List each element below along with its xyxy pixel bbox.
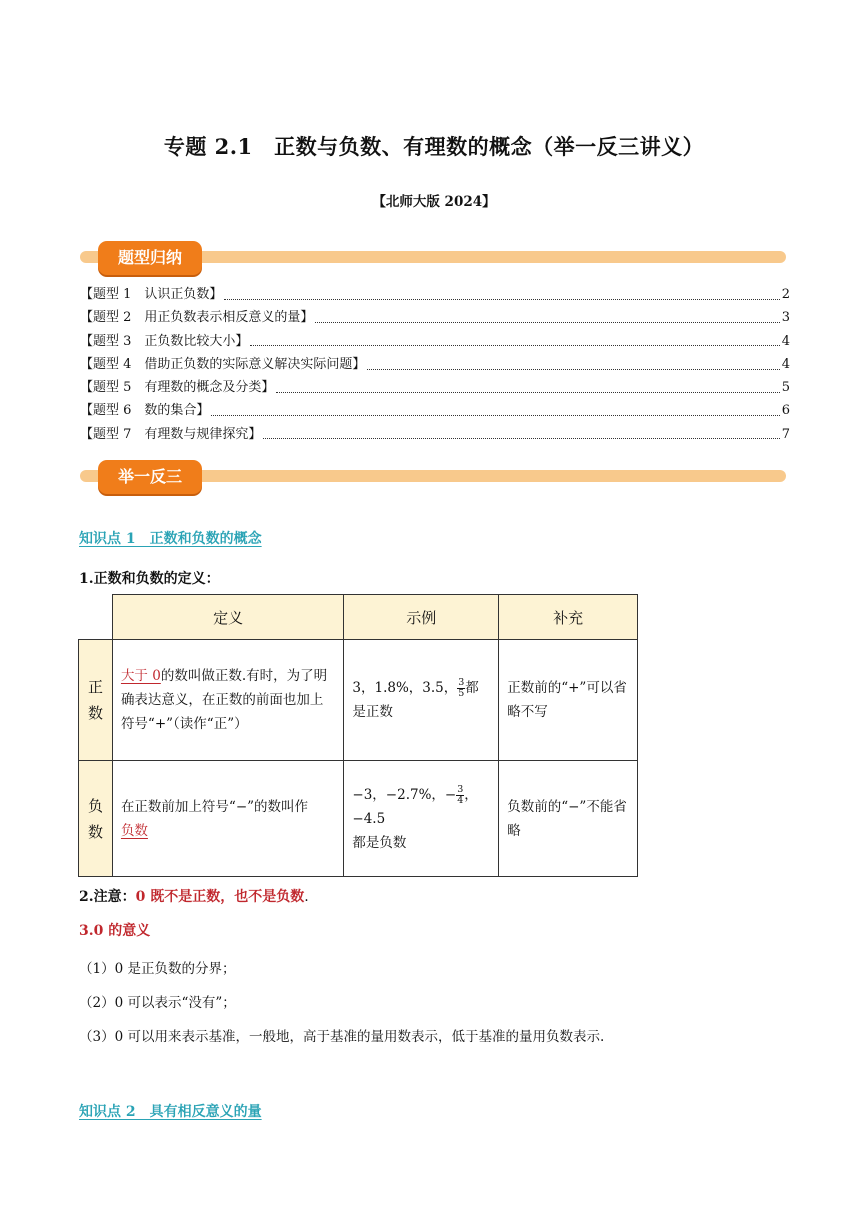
zero-point: （2）0 可以表示“没有”； [79,995,236,1011]
negative-definition-highlight: 负数 [120,822,148,839]
toc-item[interactable] [80,376,790,399]
positive-definition-text: 的数叫做正数.有时，为了明确表达意义，在正数的前面也加上符号“+”（读作“正”） [120,668,328,732]
zero-note-suffix: . [304,889,309,905]
zero-meaning-heading: 3.0 的意义 [79,923,151,939]
row-label-positive [79,640,113,761]
toc-leader-dots [315,313,779,323]
positive-example-text: 3，1.8%，3.5， [352,680,458,696]
negative-example-text: −3，−2.7%，− [352,786,457,803]
toc-item-page: 6 [781,403,790,419]
positive-example [344,640,499,761]
knowledge-point-2-heading: 知识点 2 具有相反意义的量 [79,1104,262,1120]
fraction-numerator: 3 [458,677,465,688]
toc-item-page: 2 [781,287,790,302]
zero-point: （1）0 是正负数的分界； [79,961,236,977]
toc-item[interactable] [80,330,790,353]
fraction-denominator: 4 [457,794,464,806]
row-label-negative [79,761,113,877]
toc-item[interactable] [80,399,790,422]
positive-definition-highlight: 大于 0 [120,668,161,684]
negative-definition [112,761,343,877]
toc-item-label: 【题型 4 借助正负数的实际意义解决实际问题】 [80,356,366,372]
zero-note-text: 0 既不是正数，也不是负数 [135,889,305,905]
toc-leader-dots [367,360,779,370]
definition-heading: 1.正数和负数的定义： [79,571,220,587]
toc-leader-dots [250,336,779,346]
definition-table [78,594,638,877]
toc-item-label: 【题型 5 有理数的概念及分类】 [80,380,275,396]
zero-note-prefix: 2.注意： [79,889,136,905]
page-title: 专题 2.1 正数与负数、有理数的概念（举一反三讲义） [163,134,705,159]
toc-leader-dots [263,429,779,439]
knowledge-point-1-heading: 知识点 1 正数和负数的概念 [79,531,262,547]
section-label-toc: 题型归纳 [98,241,202,275]
table-header-definition: 定义 [112,595,343,640]
toc-leader-dots [224,290,779,300]
negative-example [344,761,499,877]
row-label-text: 正数 [87,678,103,722]
positive-example-suffix: 都是正数 [352,680,479,720]
toc-item-page: 4 [781,333,790,349]
negative-supplement: 负数前的“−”不能省略 [499,761,638,877]
section-label-examples: 举一反三 [98,460,202,494]
toc-item-label: 【题型 1 认识正负数】 [80,287,223,302]
toc-item-label: 【题型 7 有理数与规律探究】 [80,426,262,442]
negative-example-line2: 都是负数 [352,834,407,851]
table-row-positive [79,640,638,761]
table-row-negative [79,761,638,877]
negative-definition-text: 在正数前加上符号“−”的数叫作 [120,798,309,815]
table-corner-cell [79,595,113,640]
toc-item[interactable] [80,423,790,446]
table-of-contents [80,283,790,446]
positive-supplement: 正数前的“+”可以省略不写 [499,640,638,761]
toc-item-page: 4 [781,356,790,372]
zero-point: （3）0 可以用来表示基准，一般地，高于基准的量用数表示，低于基准的量用负数表示. [79,1029,605,1045]
negative-example-suffix: ，−4.5 [352,786,478,827]
section-bar-examples [80,460,786,494]
toc-item-page: 3 [781,310,790,326]
table-header-example: 示例 [344,595,499,640]
zero-note [79,886,309,906]
row-label-text: 负数 [87,796,103,841]
toc-item[interactable] [80,306,790,329]
positive-definition [112,640,343,761]
table-header-supplement: 补充 [499,595,638,640]
toc-item[interactable] [80,283,790,306]
toc-item-label: 【题型 2 用正负数表示相反意义的量】 [80,310,314,326]
toc-item-label: 【题型 3 正负数比较大小】 [80,333,249,349]
toc-item[interactable] [80,353,790,376]
toc-item-page: 7 [781,426,790,442]
toc-leader-dots [211,406,779,416]
fraction-denominator: 5 [458,688,465,699]
toc-item-label: 【题型 6 数的集合】 [80,403,210,419]
toc-item-page: 5 [781,380,790,396]
section-bar-toc [80,241,786,275]
fraction-numerator: 3 [457,783,464,795]
toc-leader-dots [276,383,779,393]
edition-subtitle: 【北师大版 2024】 [372,194,496,210]
